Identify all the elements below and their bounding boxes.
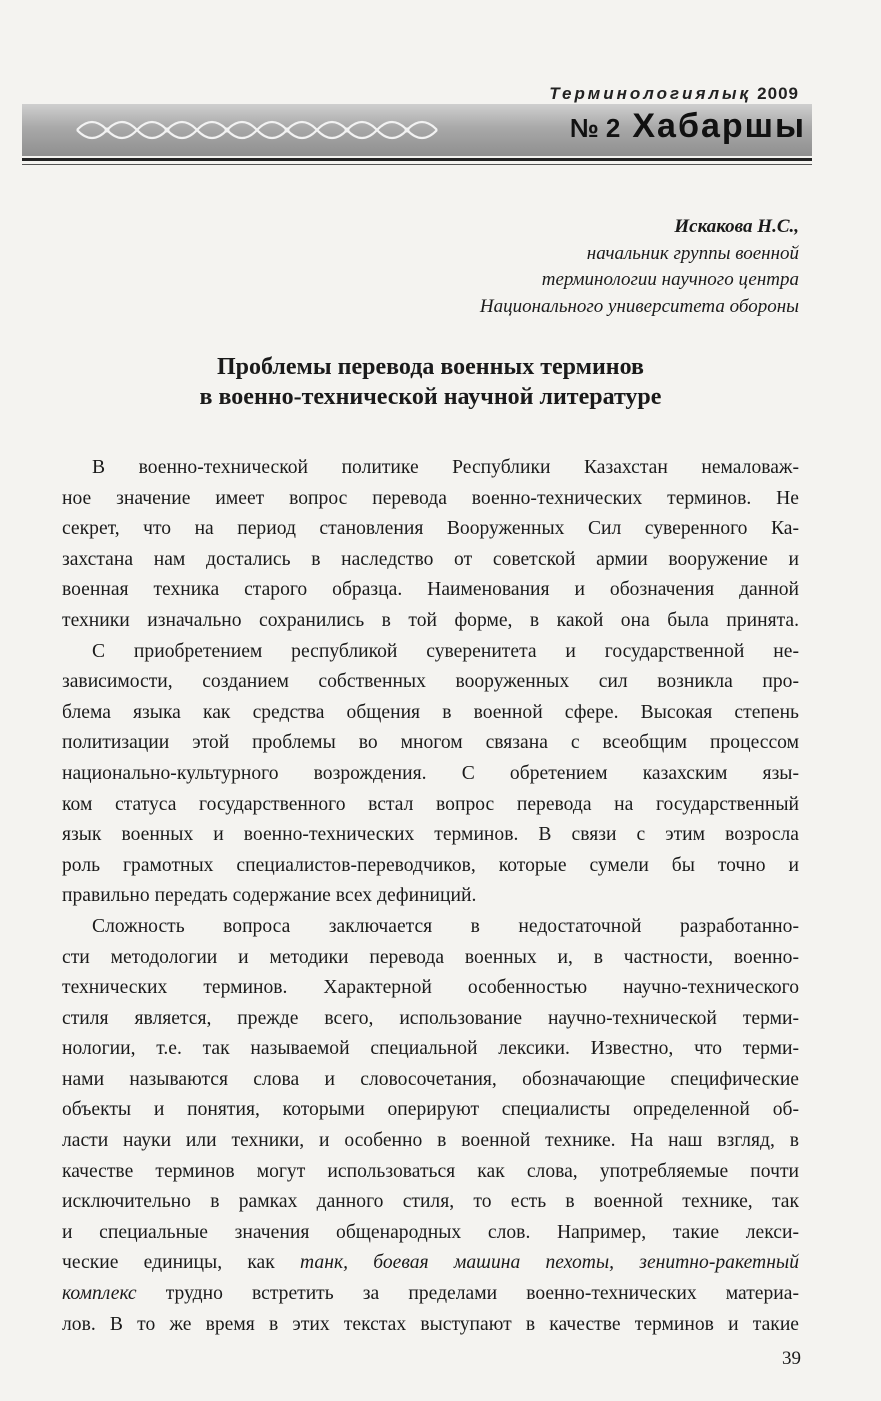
text-line: сти методологии и методики перевода военных и, в частности, военно- bbox=[62, 946, 799, 968]
text-line: военная техника старого образца. Наименования и обозначения данной bbox=[62, 579, 799, 601]
text-line: национально-культурного возрождения. С обретением казахским язы- bbox=[62, 762, 799, 784]
author-name: Искакова Н.С., bbox=[674, 216, 799, 237]
text-line: ком статуса государственного встал вопрос перевода на государственный bbox=[62, 793, 799, 815]
header-banner bbox=[22, 104, 812, 156]
header-rule-thin bbox=[22, 164, 812, 165]
text-line: Сложность вопроса заключается в недостаточной разработанно- bbox=[92, 915, 799, 937]
italic-term: комплекс bbox=[62, 1283, 137, 1305]
text-line: зависимости, созданием собственных вооруженных сил возникла про- bbox=[62, 671, 799, 693]
text-line: нологии, т.е. так называемой специальной лексики. Известно, что терми- bbox=[62, 1038, 799, 1060]
text-line: В военно-технической политике Республики Казахстан немаловаж- bbox=[92, 457, 799, 478]
page-number: 39 bbox=[782, 1348, 801, 1369]
issue-number: № 2 bbox=[569, 113, 621, 143]
text-line: и специальные значения общенародных слов. Например, такие лекси- bbox=[62, 1221, 799, 1243]
text-line: исключительно в рамках данного стиля, то есть в военной технике, так bbox=[62, 1191, 799, 1213]
text-line: правильно передать содержание всех дефиниций. bbox=[62, 885, 477, 907]
text-fragment: трудно встретить за пределами военно-технических материа- bbox=[136, 1283, 799, 1305]
text-line: качестве терминов могут использоваться как слова, употребляемые почти bbox=[62, 1160, 799, 1182]
author-block bbox=[279, 214, 799, 320]
text-line: ное значение имеет вопрос перевода военно-технических терминов. Не bbox=[62, 487, 799, 509]
text-line: роль грамотных специалистов-переводчиков, которые сумели бы точно и bbox=[62, 854, 799, 876]
article-title bbox=[62, 352, 799, 412]
text-line: технических терминов. Характерной особенностью научно-технического bbox=[62, 977, 799, 999]
journal-name: Хабаршы bbox=[632, 107, 806, 145]
text-line: захстана нам достались в наследство от советской армии вооружение и bbox=[62, 548, 799, 570]
journal-title-line bbox=[549, 84, 799, 104]
text-line: ласти науки или техники, и особенно в военной технике. На наш взгляд, в bbox=[62, 1130, 799, 1152]
ornament-icon bbox=[72, 110, 442, 150]
text-line: политизации этой проблемы во многом связана с всеобщим процессом bbox=[62, 732, 799, 754]
text-line: язык военных и военно-технических терминов. В связи с этим возросла bbox=[62, 824, 799, 846]
text-line: лов. В то же время в этих текстах выступают в качестве терминов и такие bbox=[62, 1313, 799, 1335]
article-body bbox=[62, 453, 799, 1340]
paragraph bbox=[62, 912, 799, 1340]
text-line-mixed bbox=[62, 1279, 799, 1310]
issue-label bbox=[570, 107, 806, 146]
text-line: секрет, что на период становления Вооруженных Сил суверенного Ка- bbox=[62, 518, 799, 540]
text-fragment: ческие единицы, как bbox=[62, 1252, 301, 1274]
text-line: техники изначально сохранились в той форме, в какой она была принята. bbox=[62, 609, 799, 631]
journal-title: Терминологиялық bbox=[549, 84, 752, 103]
paragraph bbox=[62, 453, 799, 637]
author-position-line: Национального университета обороны bbox=[479, 295, 799, 317]
text-line: С приобретением республикой суверенитета и государственной не- bbox=[92, 640, 799, 662]
italic-term: танк, боевая машина пехоты, зенитно-ракетный bbox=[300, 1252, 799, 1274]
journal-year: 2009 bbox=[757, 84, 799, 103]
text-line-mixed bbox=[62, 1248, 799, 1279]
header-rule bbox=[22, 158, 812, 161]
paragraph bbox=[62, 637, 799, 912]
text-line: объекты и понятия, которыми оперируют специалисты определенной об- bbox=[62, 1099, 799, 1121]
author-position-line: терминологии научного центра bbox=[541, 269, 799, 290]
text-line: нами называются слова и словосочетания, обозначающие специфические bbox=[62, 1068, 799, 1090]
author-position-line: начальник группы военной bbox=[586, 242, 799, 264]
text-line: стиля является, прежде всего, использование научно-технической терми- bbox=[62, 1007, 799, 1029]
article-title-line: в военно-технической научной литературе bbox=[199, 384, 662, 410]
text-line: блема языка как средства общения в военной сфере. Высокая степень bbox=[62, 701, 799, 723]
article-title-line: Проблемы перевода военных терминов bbox=[217, 354, 644, 380]
